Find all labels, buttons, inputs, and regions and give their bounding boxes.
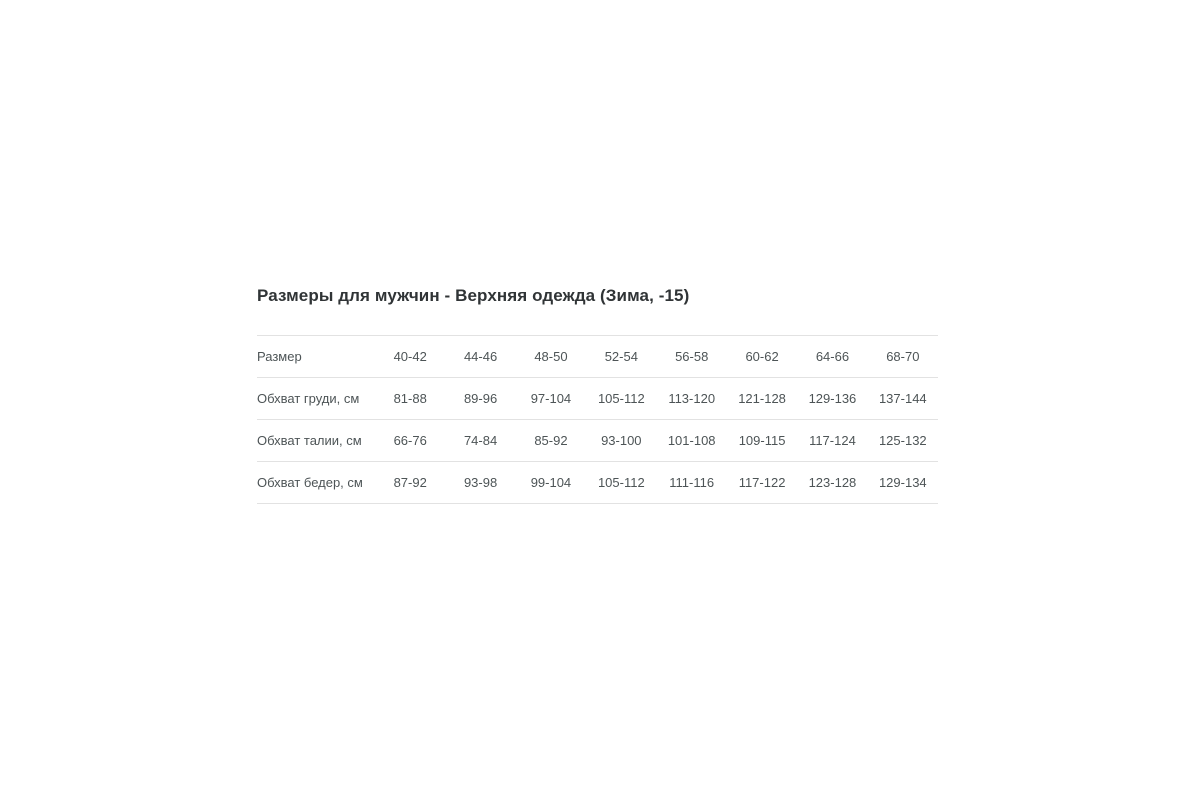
- waist-value: 74-84: [463, 433, 498, 448]
- waist-value: 109-115: [738, 433, 786, 448]
- waist-value: 66-76: [393, 433, 427, 448]
- size-value: 40-42: [393, 349, 427, 364]
- chest-value: 121-128: [738, 391, 786, 406]
- size-table: [257, 335, 938, 504]
- hips-value: 111-116: [669, 475, 715, 490]
- hips-value: 117-122: [738, 475, 786, 490]
- hips-value: 93-98: [463, 475, 498, 490]
- hips-value: 129-134: [878, 475, 927, 490]
- waist-value: 125-132: [878, 433, 927, 448]
- hips-value: 123-128: [808, 475, 857, 490]
- row-label-size: Размер: [257, 349, 302, 364]
- size-value: 48-50: [534, 349, 568, 364]
- chest-value: 137-144: [878, 391, 927, 406]
- size-value: 68-70: [886, 349, 920, 364]
- waist-value: 85-92: [534, 433, 568, 448]
- hips-value: 87-92: [393, 475, 427, 490]
- hips-value: 99-104: [530, 475, 572, 490]
- size-value: 52-54: [604, 349, 638, 364]
- waist-value: 93-100: [601, 433, 642, 448]
- size-value: 64-66: [815, 349, 850, 364]
- row-label-waist: Обхват талии, см: [257, 433, 362, 448]
- size-value: 60-62: [745, 349, 779, 364]
- waist-value: 101-108: [667, 433, 716, 448]
- chest-row: [257, 378, 938, 420]
- size-value: 44-46: [463, 349, 498, 364]
- size-table-header-row: [257, 336, 938, 378]
- size-chart-block: [257, 286, 938, 504]
- waist-value: 117-124: [809, 433, 856, 448]
- hips-row: [257, 462, 938, 504]
- size-chart-title: Размеры для мужчин - Верхняя одежда (Зима, -15): [257, 286, 690, 305]
- chest-value: 113-120: [668, 391, 716, 406]
- chest-value: 105-112: [597, 391, 645, 406]
- row-label-chest: Обхват груди, см: [257, 391, 360, 406]
- row-label-hips: Обхват бедер, см: [257, 475, 363, 490]
- waist-row: [257, 420, 938, 462]
- size-table-body: [257, 336, 938, 504]
- chest-value: 129-136: [808, 391, 857, 406]
- hips-value: 105-112: [597, 475, 645, 490]
- chest-value: 81-88: [393, 391, 427, 406]
- size-value: 56-58: [675, 349, 709, 364]
- chest-value: 89-96: [463, 391, 498, 406]
- chest-value: 97-104: [530, 391, 572, 406]
